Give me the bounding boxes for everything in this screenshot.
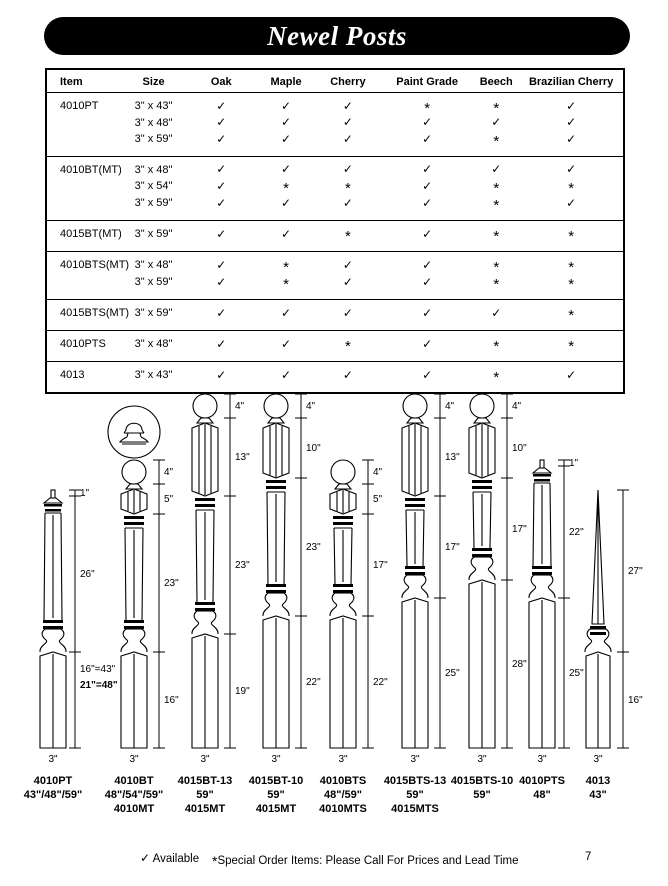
- table-header-row: [47, 70, 623, 92]
- post-figure-4015BTS-10: [469, 394, 527, 765]
- availability-table: [45, 68, 625, 394]
- availability-cell: [185, 179, 257, 195]
- size-cell: 3" x 59": [134, 307, 173, 319]
- column-header: Oak: [210, 76, 232, 88]
- item-cell: 4015BTS(MT): [60, 307, 130, 319]
- check-mark: ✓: [342, 274, 353, 289]
- table-row: [47, 195, 623, 212]
- availability-cell: [257, 337, 315, 353]
- caption-line: 4010MT: [113, 803, 155, 815]
- check-mark: ✓: [422, 195, 433, 210]
- svg-text:17": 17": [445, 542, 460, 553]
- caption-line: 4015BT-10: [248, 775, 304, 787]
- svg-text:10": 10": [512, 443, 527, 454]
- svg-text:1": 1": [569, 458, 579, 469]
- availability-cell: [473, 162, 519, 178]
- availability-cell: [315, 115, 381, 131]
- star-mark: *: [493, 180, 500, 197]
- table-group: [47, 92, 623, 156]
- item-cell: 4010PTS: [60, 338, 106, 350]
- svg-text:1": 1": [80, 488, 90, 499]
- availability-cell: [185, 258, 257, 274]
- check-mark: ✓: [216, 98, 227, 113]
- check-mark: ✓: [566, 367, 577, 382]
- availability-cell: [519, 226, 623, 243]
- column-header: Maple: [270, 76, 302, 88]
- availability-cell: [185, 306, 257, 322]
- availability-cell: [257, 196, 315, 212]
- page-title: Newel Posts: [267, 20, 407, 51]
- star-mark: *: [345, 228, 351, 245]
- check-mark: ✓: [281, 195, 292, 210]
- dimension-lines: [69, 488, 118, 748]
- availability-cell: [315, 306, 381, 322]
- size-cell: 3" x 48": [134, 259, 173, 271]
- check-mark: ✓: [281, 98, 292, 113]
- table-group: [47, 251, 623, 299]
- check-mark: ✓: [216, 336, 227, 351]
- post-figure-4015BTS-13: [402, 394, 460, 765]
- check-mark: ✓: [566, 98, 577, 113]
- star-mark: *: [283, 276, 289, 293]
- caption-line: 4010PT: [33, 775, 73, 787]
- check-mark: ✓: [422, 257, 433, 272]
- column-header: Beech: [479, 76, 513, 88]
- check-mark: ✓: [491, 162, 502, 176]
- special-order-legend: *Special Order Items: Please Call For Prices and Lead Time: [212, 853, 519, 869]
- availability-cell: [381, 306, 473, 322]
- star-mark: *: [493, 100, 500, 117]
- check-mark: ✓: [422, 131, 433, 146]
- caption-line: 48"/54"/59": [104, 789, 164, 801]
- table-row: [47, 305, 623, 322]
- check-mark: ✓: [342, 305, 353, 320]
- availability-cell: [257, 162, 315, 178]
- star-mark: *: [493, 276, 500, 293]
- availability-cell: [473, 131, 519, 148]
- availability-cell: [315, 196, 381, 212]
- availability-cell: [519, 368, 623, 384]
- availability-cell: [315, 162, 381, 178]
- svg-text:22": 22": [569, 527, 584, 538]
- svg-text:28": 28": [512, 659, 527, 670]
- dimension-lines: [501, 394, 527, 748]
- availability-cell: [381, 258, 473, 274]
- size-cell: 3" x 43": [134, 100, 173, 112]
- check-mark: ✓: [216, 226, 227, 241]
- caption-line: 43"/48"/59": [23, 789, 83, 801]
- table-group: [47, 220, 623, 251]
- check-mark: ✓: [422, 226, 433, 241]
- size-cell: 3" x 59": [134, 228, 173, 240]
- availability-cell: [473, 98, 519, 115]
- star-mark: *: [568, 307, 575, 324]
- table-row: [47, 274, 623, 291]
- check-mark: ✓: [422, 367, 433, 382]
- availability-cell: [315, 99, 381, 115]
- svg-text:25": 25": [569, 668, 584, 679]
- check-mark: ✓: [422, 274, 433, 289]
- svg-text:17": 17": [512, 524, 527, 535]
- availability-cell: [519, 305, 623, 322]
- item-cell: 4013: [60, 369, 85, 381]
- base-width-label: 3": [271, 754, 281, 765]
- availability-cell: [519, 132, 623, 148]
- check-mark: ✓: [216, 115, 227, 129]
- dimension-lines: [295, 394, 321, 748]
- column-header: Cherry: [330, 76, 366, 88]
- availability-cell: [473, 336, 519, 353]
- star-mark: *: [568, 276, 575, 293]
- availability-cell: [473, 115, 519, 131]
- svg-text:4": 4": [164, 467, 174, 478]
- table-row: [47, 367, 623, 384]
- star-mark: *: [424, 100, 431, 117]
- svg-text:19": 19": [235, 686, 250, 697]
- check-mark: ✓: [491, 305, 502, 320]
- availability-cell: [257, 115, 315, 131]
- availability-cell: [519, 178, 623, 195]
- dimension-lines: [558, 458, 584, 748]
- check-mark: ✓: [216, 195, 227, 210]
- table-row: [47, 257, 623, 274]
- availability-cell: [185, 368, 257, 384]
- svg-text:21"=48": 21"=48": [80, 680, 118, 691]
- check-mark: ✓: [281, 115, 292, 129]
- post-figure-4010PTS: [529, 458, 584, 765]
- star-mark: *: [345, 338, 351, 355]
- table-row: [47, 115, 623, 131]
- check-mark: ✓: [216, 274, 227, 289]
- caption-line: 59": [196, 789, 214, 801]
- availability-cell: [473, 195, 519, 212]
- availability-cell: [315, 368, 381, 384]
- availability-cell: [381, 162, 473, 178]
- availability-cell: [185, 227, 257, 243]
- availability-cell: [381, 368, 473, 384]
- dimension-lines: [362, 460, 388, 748]
- svg-text:4": 4": [445, 401, 455, 412]
- table-row: [47, 178, 623, 195]
- check-mark: ✓: [216, 367, 227, 382]
- availability-cell: [381, 196, 473, 212]
- star-mark: *: [493, 228, 500, 245]
- column-header: Item: [60, 76, 83, 88]
- caption-line: 4015BTS-13: [383, 775, 447, 787]
- svg-text:16"=43": 16"=43": [80, 664, 116, 675]
- availability-cell: [473, 306, 519, 322]
- page-number: 7: [585, 851, 592, 863]
- availability-cell: [381, 115, 473, 131]
- star-mark: *: [568, 259, 575, 276]
- check-mark: ✓: [216, 162, 227, 176]
- check-mark: ✓: [566, 115, 577, 129]
- availability-cell: [185, 162, 257, 178]
- check-mark: ✓: [566, 195, 577, 210]
- caption-line: 4015BT-13: [177, 775, 233, 787]
- caption-line: 59": [267, 789, 285, 801]
- base-width-label: 3": [129, 754, 139, 765]
- size-cell: 3" x 48": [134, 116, 173, 129]
- check-mark: ✓: [216, 257, 227, 272]
- check-mark: ✓: [342, 98, 353, 113]
- availability-cell: [381, 98, 473, 115]
- size-cell: 3" x 43": [134, 369, 173, 381]
- svg-text:4": 4": [373, 467, 383, 478]
- availability-cell: [257, 274, 315, 291]
- availability-cell: [257, 178, 315, 195]
- caption-line: 4015MTS: [391, 803, 439, 815]
- check-mark: ✓: [342, 131, 353, 146]
- svg-text:22": 22": [306, 677, 321, 688]
- star-mark: *: [345, 180, 351, 197]
- availability-cell: [473, 367, 519, 384]
- star-icon: *: [212, 853, 218, 869]
- svg-text:13": 13": [445, 452, 460, 463]
- check-mark: ✓: [281, 336, 292, 351]
- title-banner: [44, 17, 630, 55]
- svg-text:5": 5": [164, 494, 174, 505]
- availability-cell: [257, 132, 315, 148]
- newel-post-diagrams: [0, 388, 668, 780]
- star-mark: *: [568, 228, 575, 245]
- availability-cell: [185, 275, 257, 291]
- size-cell: 3" x 59": [134, 133, 173, 145]
- check-mark: ✓: [281, 162, 292, 176]
- svg-text:10": 10": [306, 443, 321, 454]
- table-row: [47, 98, 623, 115]
- availability-cell: [473, 274, 519, 291]
- item-cell: 4010BTS(MT): [60, 259, 130, 271]
- star-mark: *: [493, 197, 500, 214]
- check-mark: ✓: [342, 257, 353, 272]
- base-width-label: 3": [477, 754, 487, 765]
- table-group: [47, 156, 623, 220]
- available-legend: ✓ Available: [140, 851, 200, 865]
- availability-cell: [185, 337, 257, 353]
- post-figure-4010BT: [108, 406, 179, 765]
- footer-legend: [0, 851, 668, 871]
- availability-cell: [519, 99, 623, 115]
- caption-line: 4015MT: [255, 803, 297, 815]
- availability-cell: [381, 179, 473, 195]
- caption-line: 4010BTS: [319, 775, 367, 787]
- caption-line: 4010BT: [114, 775, 154, 787]
- column-header: Paint Grade: [396, 76, 459, 88]
- check-mark: ✓: [342, 162, 353, 176]
- check-icon: ✓: [140, 851, 151, 865]
- availability-cell: [315, 336, 381, 353]
- check-mark: ✓: [422, 336, 433, 351]
- table-row: [47, 131, 623, 148]
- check-mark: ✓: [566, 131, 577, 146]
- check-mark: ✓: [422, 115, 433, 129]
- svg-text:23": 23": [306, 542, 321, 553]
- post-figure-4010PT: [40, 488, 118, 765]
- availability-cell: [257, 306, 315, 322]
- table-row: [47, 162, 623, 178]
- caption-line: 4013: [585, 775, 611, 787]
- svg-text:27": 27": [628, 566, 643, 577]
- dimension-lines: [153, 460, 179, 748]
- availability-cell: [381, 227, 473, 243]
- dimension-lines: [224, 394, 250, 748]
- svg-text:13": 13": [235, 452, 250, 463]
- size-cell: 3" x 59": [134, 197, 173, 209]
- svg-text:23": 23": [164, 578, 179, 589]
- svg-text:16": 16": [628, 695, 643, 706]
- availability-cell: [473, 226, 519, 243]
- star-mark: *: [568, 180, 575, 197]
- column-header: Brazilian Cherry: [528, 76, 614, 88]
- availability-cell: [185, 99, 257, 115]
- availability-cell: [315, 258, 381, 274]
- base-width-label: 3": [593, 754, 603, 765]
- table-group: [47, 299, 623, 330]
- caption-line: 4015BTS-10: [450, 775, 514, 787]
- availability-cell: [519, 115, 623, 131]
- check-mark: ✓: [342, 367, 353, 382]
- post-caption: [546, 774, 650, 802]
- base-width-label: 3": [338, 754, 348, 765]
- svg-text:23": 23": [235, 560, 250, 571]
- availability-cell: [381, 132, 473, 148]
- size-cell: 3" x 48": [134, 163, 173, 176]
- table-group: [47, 330, 623, 361]
- star-mark: *: [493, 338, 500, 355]
- caption-line: 59": [406, 789, 424, 801]
- availability-cell: [519, 162, 623, 178]
- check-mark: ✓: [216, 178, 227, 193]
- svg-text:16": 16": [164, 695, 179, 706]
- caption-line: 4010PTS: [519, 775, 565, 787]
- svg-text:5": 5": [373, 494, 383, 505]
- table-row: [47, 336, 623, 353]
- availability-cell: [381, 275, 473, 291]
- availability-cell: [185, 196, 257, 212]
- star-mark: *: [493, 259, 500, 276]
- star-mark: *: [493, 133, 500, 150]
- availability-cell: [257, 99, 315, 115]
- svg-text:4": 4": [512, 401, 522, 412]
- post-figure-4015BT-10: [263, 394, 321, 765]
- base-width-label: 3": [200, 754, 210, 765]
- base-width-label: 3": [537, 754, 547, 765]
- check-mark: ✓: [422, 305, 433, 320]
- base-width-label: 3": [48, 754, 58, 765]
- availability-cell: [381, 337, 473, 353]
- caption-line: 48"/59": [324, 789, 362, 801]
- column-header: Size: [142, 76, 165, 88]
- check-mark: ✓: [342, 195, 353, 210]
- size-cell: 3" x 59": [134, 276, 173, 288]
- svg-text:22": 22": [373, 677, 388, 688]
- star-mark: *: [568, 338, 575, 355]
- cap-detail-circle: [108, 406, 160, 458]
- check-mark: ✓: [422, 162, 433, 176]
- dimension-lines: [617, 490, 643, 748]
- caption-line: 43": [589, 789, 607, 801]
- availability-cell: [315, 226, 381, 243]
- svg-text:17": 17": [373, 560, 388, 571]
- table-row: [47, 226, 623, 243]
- item-cell: 4010BT(MT): [60, 163, 122, 176]
- availability-cell: [519, 274, 623, 291]
- availability-cell: [315, 178, 381, 195]
- availability-cell: [257, 227, 315, 243]
- svg-text:4": 4": [235, 401, 245, 412]
- item-cell: 4015BT(MT): [60, 228, 122, 240]
- check-mark: ✓: [491, 115, 502, 129]
- post-figure-4010BTS: [330, 460, 388, 765]
- check-mark: ✓: [216, 305, 227, 320]
- check-mark: ✓: [216, 131, 227, 146]
- availability-cell: [185, 115, 257, 131]
- availability-cell: [519, 196, 623, 212]
- check-mark: ✓: [566, 162, 577, 176]
- availability-cell: [315, 275, 381, 291]
- svg-text:26": 26": [80, 569, 95, 580]
- star-mark: *: [283, 180, 289, 197]
- availability-cell: [257, 257, 315, 274]
- item-cell: 4010PT: [60, 100, 99, 112]
- availability-cell: [519, 336, 623, 353]
- availability-cell: [473, 257, 519, 274]
- base-width-label: 3": [410, 754, 420, 765]
- caption-line: 59": [473, 789, 491, 801]
- availability-cell: [257, 368, 315, 384]
- caption-line: 4010MTS: [319, 803, 367, 815]
- caption-line: 48": [533, 789, 551, 801]
- size-cell: 3" x 48": [134, 338, 173, 350]
- availability-cell: [185, 132, 257, 148]
- dimension-lines: [434, 394, 460, 748]
- availability-cell: [315, 132, 381, 148]
- size-cell: 3" x 54": [134, 180, 173, 192]
- check-mark: ✓: [281, 305, 292, 320]
- check-mark: ✓: [422, 178, 433, 193]
- post-figure-4015BT-13: [192, 394, 250, 765]
- check-mark: ✓: [281, 226, 292, 241]
- star-mark: *: [283, 259, 289, 276]
- check-mark: ✓: [342, 115, 353, 129]
- availability-cell: [473, 178, 519, 195]
- caption-line: 4015MT: [184, 803, 226, 815]
- star-mark: *: [493, 369, 500, 386]
- check-mark: ✓: [281, 131, 292, 146]
- svg-text:4": 4": [306, 401, 316, 412]
- check-mark: ✓: [281, 367, 292, 382]
- availability-cell: [519, 257, 623, 274]
- svg-text:25": 25": [445, 668, 460, 679]
- post-figure-4013: [585, 490, 643, 765]
